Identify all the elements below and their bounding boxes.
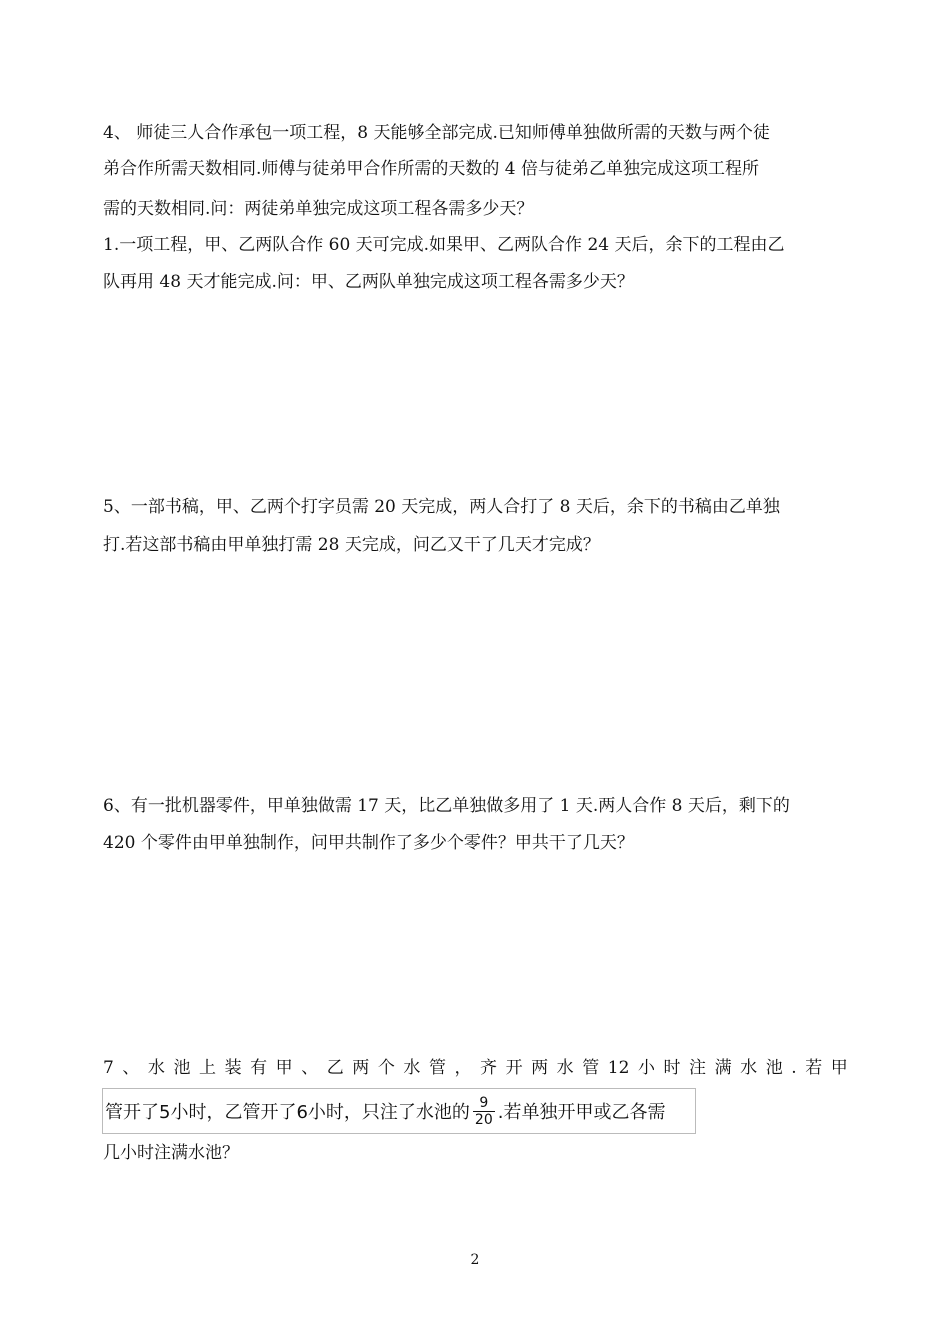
problem-7-embedded-image-line — [102, 1088, 696, 1134]
problem-7-line-1: 7 、 水 池 上 装 有 甲 、 乙 两 个 水 管 ， 齐 开 两 水 管 12 小 时 注 满 水 池 . 若 甲 — [103, 1058, 848, 1078]
fraction-numerator: 9 — [479, 1094, 489, 1111]
fraction-denominator: 20 — [474, 1111, 493, 1128]
problem-4-line-3: 需的天数相同.问：两徒弟单独完成这项工程各需多少天？ — [103, 199, 534, 219]
problem-1-line-1: 1.一项工程，甲、乙两队合作 60 天可完成.如果甲、乙两队合作 24 天后，余下的工程由乙 — [103, 235, 785, 255]
problem-7-boxed-text-before: 管开了5小时，乙管开了6小时，只注了水池的 — [105, 1102, 470, 1123]
problem-1-line-2: 队再用 48 天才能完成.问：甲、乙两队单独完成这项工程各需多少天？ — [103, 272, 634, 292]
problem-6-line-1: 6、有一批机器零件，甲单独做需 17 天，比乙单独做多用了 1 天.两人合作 8 天后，剩下的 — [103, 796, 790, 816]
problem-4-line-2: 弟合作所需天数相同.师傅与徒弟甲合作所需的天数的 4 倍与徒弟乙单独完成这项工程所 — [103, 159, 760, 179]
page-number: 2 — [470, 1252, 480, 1268]
problem-7-line-3: 几小时注满水池？ — [103, 1143, 239, 1163]
problem-6-line-2: 420 个零件由甲单独制作，问甲共制作了多少个零件？甲共干了几天？ — [103, 833, 634, 853]
problem-7-boxed-text-after: .若单独开甲或乙各需 — [497, 1102, 666, 1123]
problem-5-line-2: 打.若这部书稿由甲单独打需 28 天完成，问乙又干了几天才完成？ — [103, 535, 600, 555]
problem-4-line-1: 4、 师徒三人合作承包一项工程，8 天能够全部完成.已知师傅单独做所需的天数与两个徒 — [103, 123, 770, 143]
fraction — [473, 1095, 495, 1128]
problem-5-line-1: 5、一部书稿，甲、乙两个打字员需 20 天完成，两人合打了 8 天后，余下的书稿由乙单独 — [103, 497, 780, 517]
